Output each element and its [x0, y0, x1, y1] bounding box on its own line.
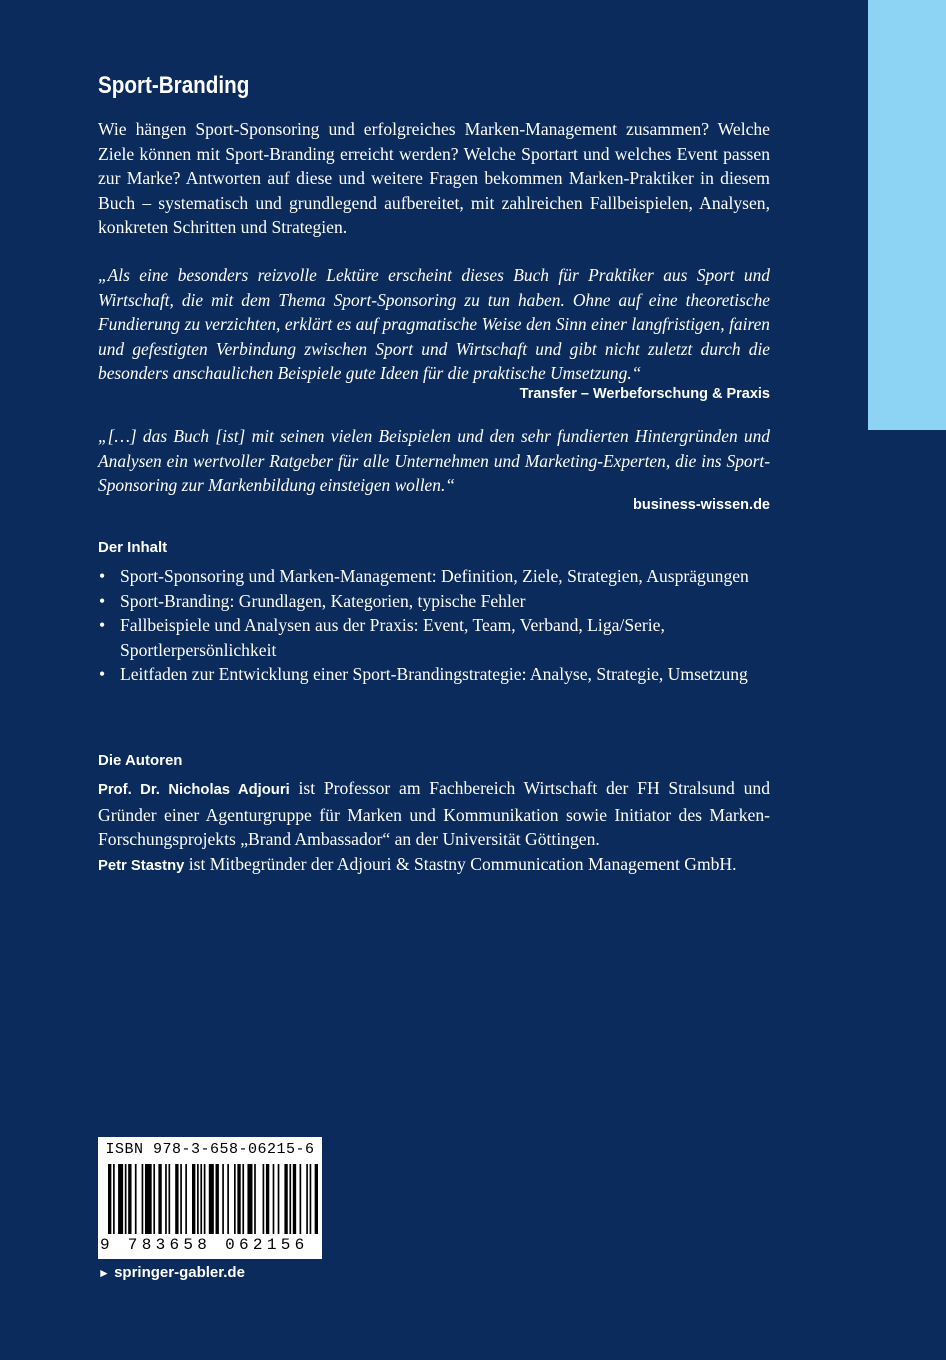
isbn-label: ISBN 978-3-658-06215-6	[105, 1141, 315, 1158]
barcode-bar	[158, 1164, 161, 1234]
list-item-text: Leitfaden zur Entwicklung einer Sport-Brandingstrategie: Analyse, Strategie, Umsetzung	[120, 664, 748, 684]
list-item	[98, 613, 770, 662]
barcode-bar	[200, 1164, 202, 1234]
list-item	[98, 662, 770, 687]
barcode-bar	[310, 1164, 312, 1234]
barcode-bar	[222, 1164, 224, 1234]
bullet-icon: •	[99, 615, 106, 635]
barcode-bar	[197, 1164, 199, 1234]
barcode-bar	[254, 1164, 256, 1234]
publisher-link[interactable]	[98, 1264, 245, 1281]
barcode-bar	[192, 1164, 195, 1234]
barcode-bar	[247, 1164, 252, 1234]
barcode-bar	[125, 1164, 127, 1234]
arrow-right-icon: ►	[98, 1266, 110, 1280]
barcode-bar	[234, 1164, 236, 1234]
barcode-bar	[108, 1164, 111, 1234]
review-source-1: Transfer – Werbeforschung & Praxis	[519, 386, 770, 402]
barcode-bar	[216, 1164, 219, 1234]
barcode-bar	[266, 1164, 269, 1234]
author-name-1: Prof. Dr. Nicholas Adjouri	[98, 782, 290, 798]
barcode-bar	[168, 1164, 170, 1234]
author-name-2: Petr Stastny	[98, 857, 185, 874]
barcode-bar	[175, 1164, 178, 1234]
list-item	[98, 564, 770, 589]
barcode-bar	[273, 1164, 275, 1234]
contents-list	[98, 564, 770, 687]
barcode-bar	[300, 1164, 302, 1234]
barcode-bar	[142, 1164, 144, 1234]
barcode-bar	[135, 1164, 137, 1234]
barcode-bar	[153, 1164, 155, 1234]
list-item-text: Sport-Sponsoring und Marken-Management: Definition, Ziele, Strategien, Ausprägungen	[120, 566, 749, 586]
list-item	[98, 589, 770, 614]
barcode-bar	[237, 1164, 240, 1234]
bullet-icon: •	[99, 566, 106, 586]
barcode-bar	[263, 1164, 265, 1234]
accent-strip	[868, 0, 946, 430]
barcode-bar	[284, 1164, 287, 1234]
contents-heading: Der Inhalt	[98, 539, 168, 556]
author-text-2: ist Mitbegründer der Adjouri & Stastny Communication Management GmbH.	[184, 853, 737, 874]
review-source-2: business-wissen.de	[633, 497, 770, 513]
barcode-bar	[278, 1164, 280, 1234]
review-quote-1: „Als eine besonders reizvolle Lektüre erscheint dieses Buch für Praktiker aus Sport und Wirtschaft, die mit dem Thema Sport-Sponsoring zu tun haben. Ohne auf eine theoretische Fundierung zu verzichten, erklärt es auf pragmatische Weise den Sinn einer langfristigen, fairen und gefestigten Verbindung zwischen Sport und Wirtschaft und gibt nicht zuletzt durch die besonders anschaulichen Beispiele gute Ideen für die praktische Umsetzung.“	[98, 265, 770, 383]
barcode-bar	[227, 1164, 229, 1234]
authors-heading: Die Autoren	[98, 752, 183, 769]
list-item-text: Fallbeispiele und Analysen aus der Praxis: Event, Team, Verband, Liga/Serie, Sportlerpersönlichkeit	[120, 615, 665, 660]
intro-paragraph: Wie hängen Sport-Sponsoring und erfolgreiches Marken-Management zusammen? Welche Ziele können mit Sport-Branding erreicht werden? Welche Sportart und welches Event passen zur Marke? Antworten auf diese und weitere Fragen bekommen Marken-Praktiker in diesem Buch – systematisch und grundlegend aufbereitet, mit zahlreichen Fallbeispielen, Analysen, konkreten Schritten und Strategien.	[98, 119, 770, 237]
barcode-bar	[128, 1164, 131, 1234]
isbn-barcode	[98, 1137, 322, 1259]
barcode-bar	[209, 1164, 214, 1234]
publisher-url: springer-gabler.de	[114, 1264, 245, 1281]
barcode-bar	[315, 1164, 318, 1234]
barcode-bar	[145, 1164, 152, 1234]
author-text-1: ist Professor am Fachbereich Wirtschaft der FH Stralsund und Gründer einer Agenturgruppe für Marken und Kommunikation sowie Initiator des Marken-Forschungsprojekts „Brand Ambassador“ an der Universität Göttingen.	[98, 778, 770, 849]
barcode-bars	[108, 1164, 318, 1244]
barcode-bar	[293, 1164, 296, 1234]
book-title: Sport-Branding	[98, 72, 250, 99]
barcode-bar	[180, 1164, 182, 1234]
barcode-bar	[113, 1164, 115, 1234]
bullet-icon: •	[99, 590, 106, 611]
author-bio-2	[98, 852, 770, 879]
ean-digits: 9 783658 062156	[100, 1236, 309, 1254]
barcode-bar	[165, 1164, 167, 1234]
barcode-bar	[306, 1164, 308, 1234]
author-bio-1	[98, 776, 770, 852]
authors-section	[98, 776, 770, 878]
barcode-bar	[204, 1164, 206, 1234]
list-item-text: Sport-Branding: Grundlagen, Kategorien, typische Fehler	[120, 590, 526, 611]
barcode-bar	[242, 1164, 244, 1234]
barcode-bar	[185, 1164, 187, 1234]
barcode-bar	[118, 1164, 123, 1234]
review-quote-2: „[…] das Buch [ist] mit seinen vielen Beispielen und den sehr fundierten Hintergründen und Analysen ein wertvoller Ratgeber für alle Unternehmen und Marketing-Experten, die ins Sport-Sponsoring zur Markenbildung einsteigen wollen.“	[98, 426, 770, 495]
barcode-bar	[289, 1164, 291, 1234]
bullet-icon: •	[99, 664, 106, 684]
